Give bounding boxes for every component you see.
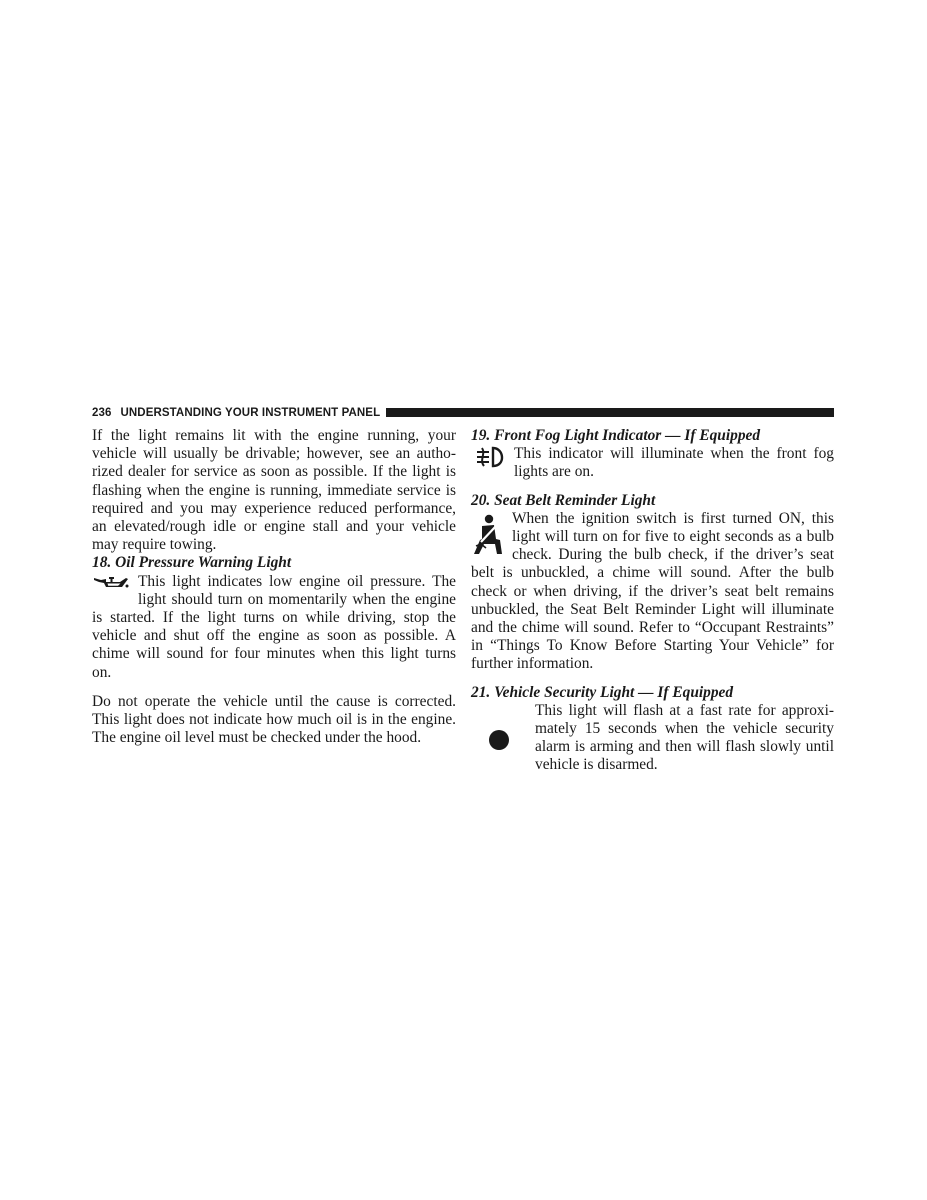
seat-belt-heading: 20. Seat Belt Reminder Light bbox=[471, 491, 656, 509]
security-section bbox=[471, 702, 834, 775]
header-rule bbox=[386, 408, 834, 417]
page-header bbox=[92, 405, 834, 420]
fog-light-heading: 19. Front Fog Light Indicator — If Equipped bbox=[471, 427, 761, 444]
intro-paragraph bbox=[92, 427, 456, 554]
text-line: This light indicates low engine oil pressure. The bbox=[138, 572, 456, 590]
text-line: If the light remains lit with the engine running, your bbox=[92, 427, 456, 444]
oil-pressure-heading: 18. Oil Pressure Warning Light bbox=[92, 554, 292, 572]
security-heading: 21. Vehicle Security Light — If Equipped bbox=[471, 683, 734, 701]
text-line: flashing when the engine is running, immediate service is bbox=[92, 481, 456, 499]
text-line: in “Things To Know Before Starting Your Vehicle” for bbox=[471, 637, 834, 655]
text-line: chime will sound for four minutes when this light turns bbox=[92, 645, 456, 663]
text-line: vehicle and shut off the engine as soon as possible. A bbox=[92, 627, 456, 645]
text-line: on. bbox=[92, 663, 112, 681]
page-number: 236 bbox=[92, 406, 112, 419]
text-line: and the chime will sound. Refer to “Occupant Restraints” bbox=[471, 619, 834, 637]
text-line: This light does not indicate how much oil is in the engine. bbox=[92, 711, 456, 729]
left-column bbox=[92, 427, 456, 747]
text-line: Do not operate the vehicle until the cause is corrected. bbox=[92, 692, 456, 710]
section-title: UNDERSTANDING YOUR INSTRUMENT PANEL bbox=[120, 406, 381, 419]
right-column bbox=[471, 427, 834, 775]
text-line: rized dealer for service as soon as possible. If the light is bbox=[92, 463, 456, 481]
text-line: may require towing. bbox=[92, 536, 217, 554]
oil-note-paragraph bbox=[92, 693, 456, 748]
text-line: required and you may experience reduced performance, bbox=[92, 499, 456, 517]
text-line: light should turn on momentarily when the engine bbox=[138, 590, 456, 608]
text-line: belt is unbuckled, a chime will sound. After the bulb bbox=[471, 564, 834, 582]
seat-belt-icon bbox=[472, 514, 504, 561]
text-line: This light will flash at a fast rate for approxi- bbox=[535, 701, 834, 719]
front-fog-light-icon bbox=[474, 446, 508, 473]
text-line: unbuckled, the Seat Belt Reminder Light will illuminate bbox=[471, 600, 834, 618]
text-line: light will turn on for five to eight seconds as a bulb bbox=[512, 528, 834, 546]
text-line: vehicle is disarmed. bbox=[535, 756, 658, 774]
text-line: When the ignition switch is first turned ON, this bbox=[512, 509, 834, 527]
text-line: This indicator will illuminate when the front fog bbox=[514, 445, 834, 463]
text-line: alarm is arming and then will flash slowly until bbox=[535, 738, 834, 756]
fog-light-section bbox=[471, 445, 834, 481]
oil-can-icon bbox=[92, 575, 130, 594]
security-dot-icon bbox=[488, 729, 510, 756]
text-line: an elevated/rough idle or engine stall and your vehicle bbox=[92, 518, 456, 536]
text-line: lights are on. bbox=[514, 463, 594, 481]
seat-belt-section bbox=[471, 510, 834, 674]
text-line: mately 15 seconds when the vehicle security bbox=[535, 720, 834, 738]
text-line: check or when driving, if the driver’s seat belt remains bbox=[471, 582, 834, 600]
text-line: check. During the bulb check, if the driver’s seat bbox=[512, 546, 834, 564]
text-line: is started. If the light turns on while driving, stop the bbox=[92, 609, 456, 627]
oil-pressure-section bbox=[92, 573, 456, 682]
text-line: vehicle will usually be drivable; however, see an autho- bbox=[92, 445, 456, 463]
text-line: The engine oil level must be checked under the hood. bbox=[92, 729, 422, 747]
text-line: further information. bbox=[471, 655, 594, 673]
